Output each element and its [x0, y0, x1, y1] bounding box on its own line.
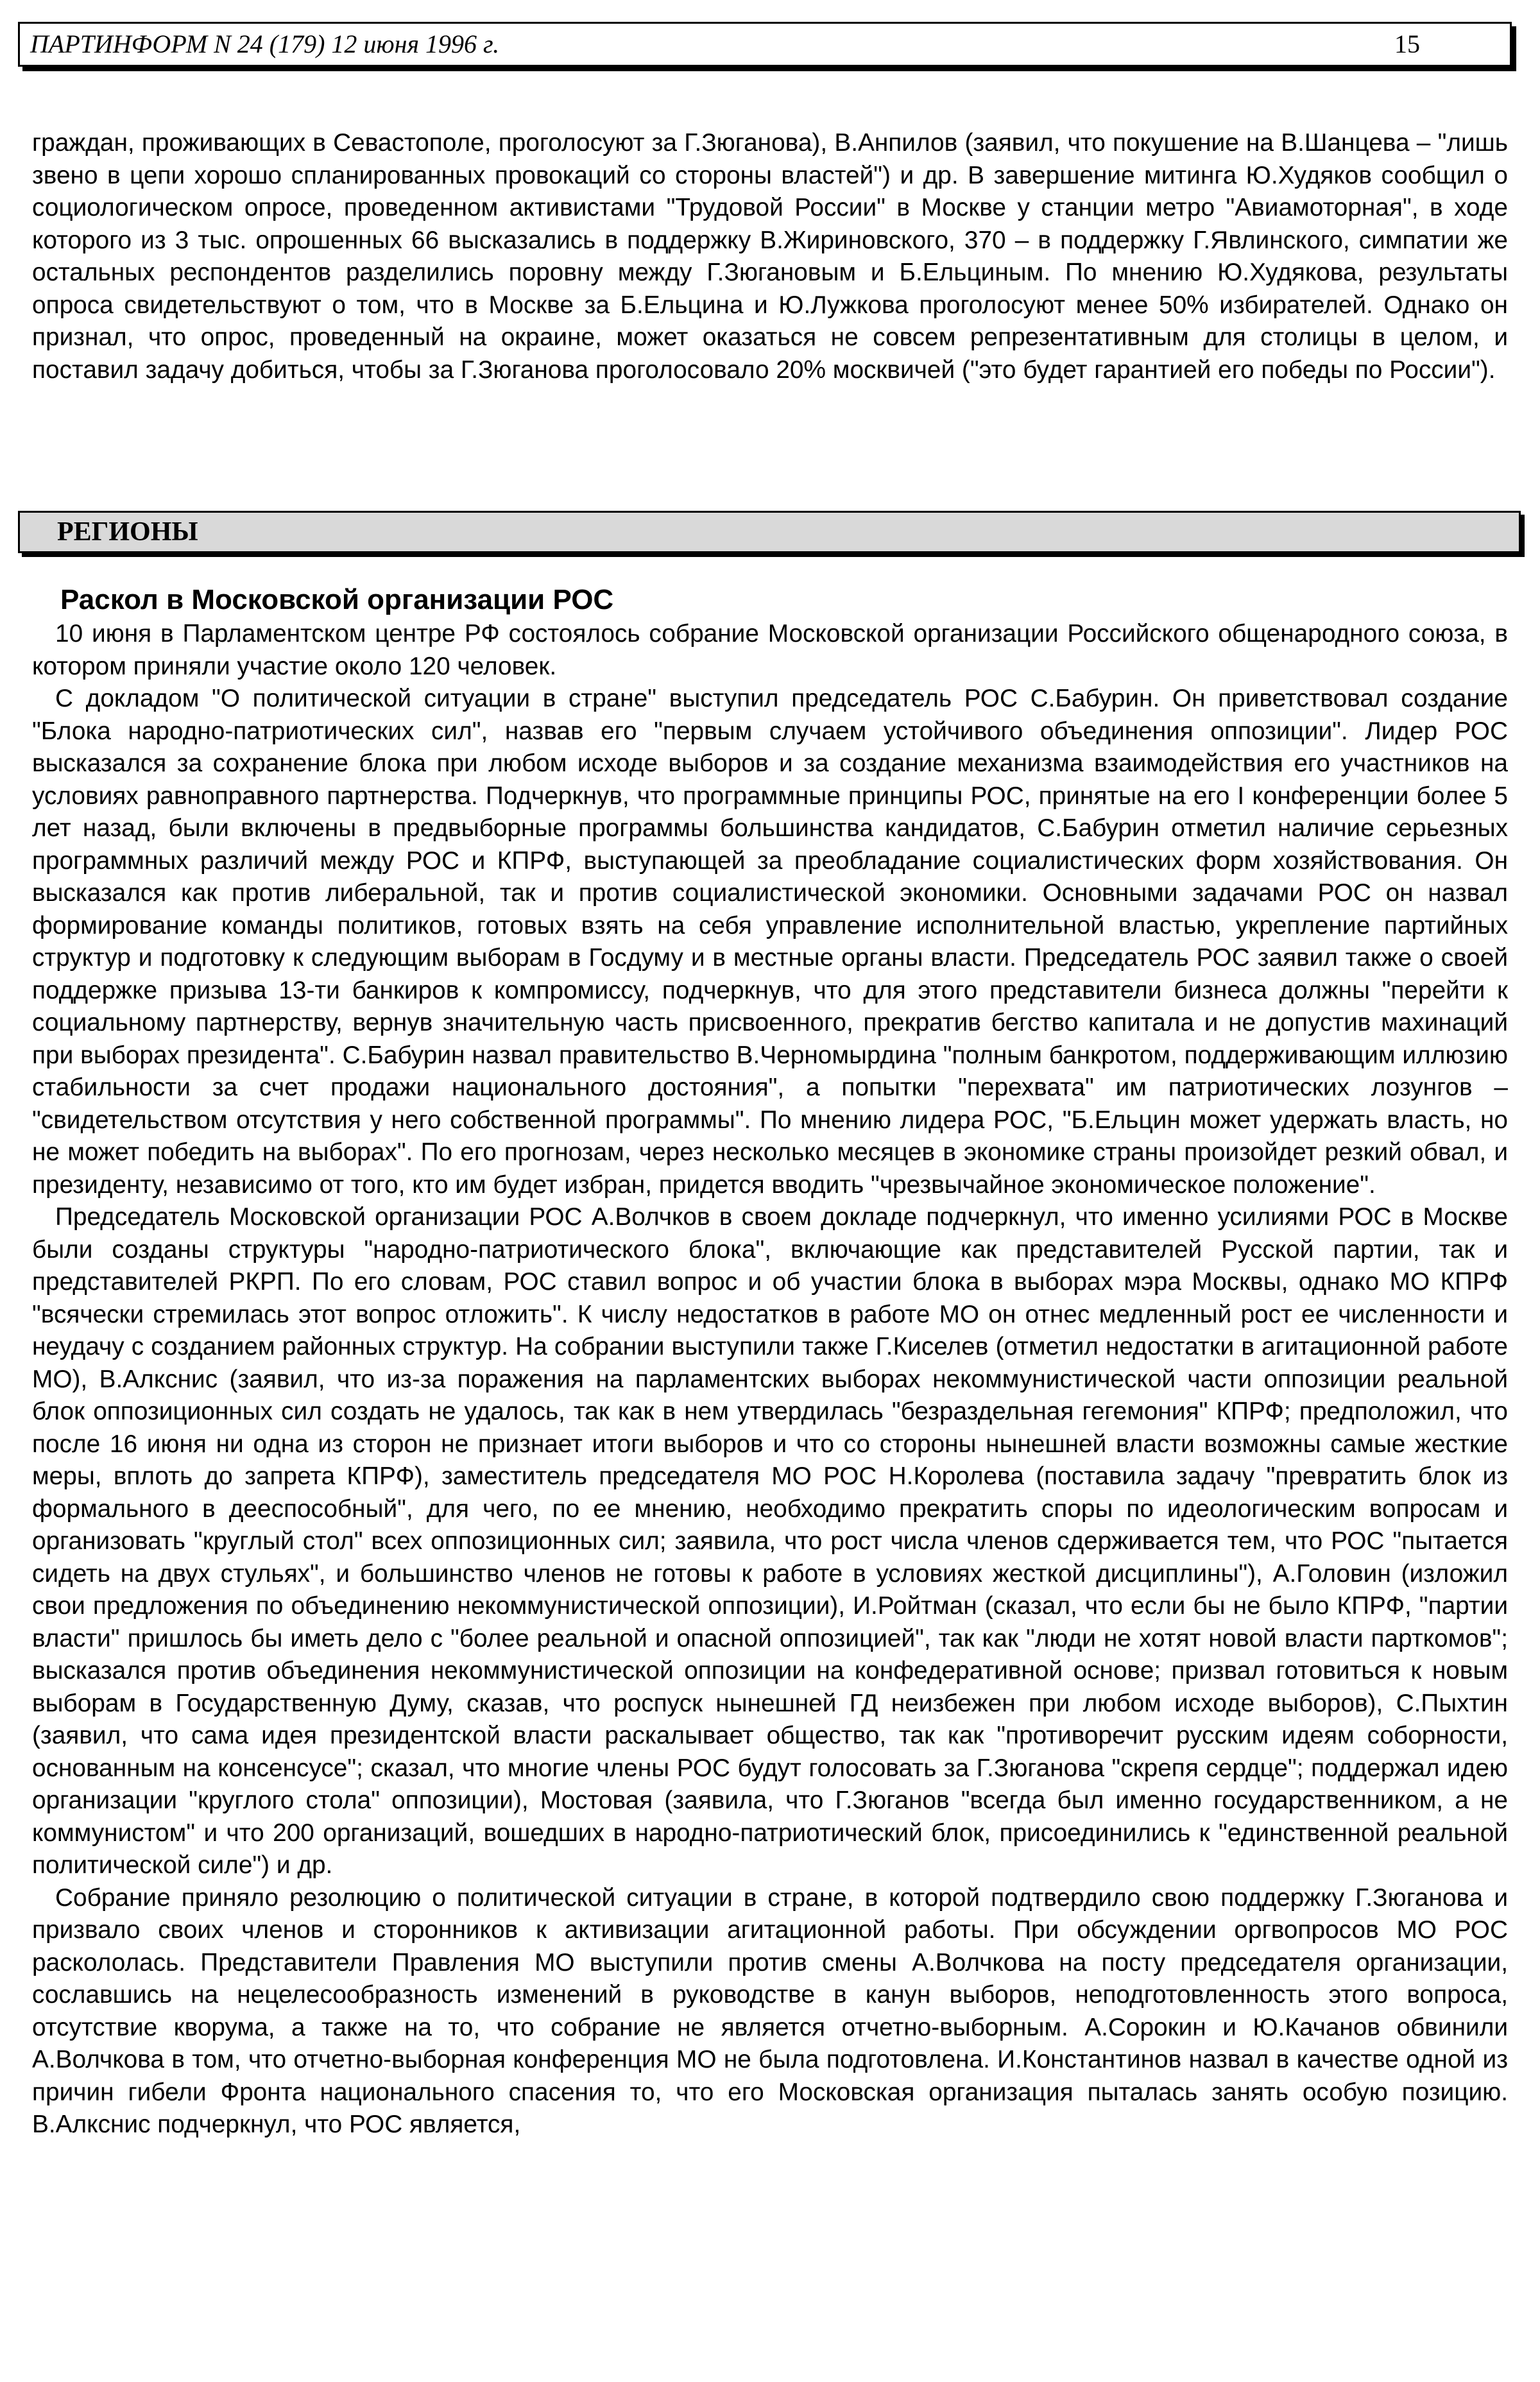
- article-body: [32, 618, 1508, 2141]
- page-header: [18, 22, 1512, 67]
- intro-text-block: [32, 127, 1508, 386]
- page-number: 15: [1394, 30, 1420, 58]
- section-title: РЕГИОНЫ: [57, 517, 198, 547]
- article-paragraph: 10 июня в Парламентском центре РФ состоялось собрание Московской организации Российского общенародного союза, в котором приняли участие около 120 человек.: [32, 620, 1508, 680]
- publication-title: ПАРТИНФОРМ N 24 (179) 12 июня 1996 г.: [30, 30, 500, 58]
- section-heading-bar: [18, 511, 1521, 553]
- article-paragraph: Собрание приняло резолюцию о политической ситуации в стране, в которой подтвердило свою поддержку Г.Зюганова и призвало своих членов и сторонников к активизации агитационной работы. При обсуждении оргвопросов МО РОС раскололась. Представители Правления МО выступили против смены А.Волчкова на посту председателя организации, сославшись на нецелесообразность изменений в руководстве в канун выборов, неподготовленность этого вопроса, отсутствие кворума, а также на то, что собрание не является отчетно-выборным. А.Сорокин и Ю.Качанов обвинили А.Волчкова в том, что отчетно-выборная конференция МО не была подготовлена. И.Константинов назвал в качестве одной из причин гибели Фронта национального спасения то, что его Московская организация пыталась занять особую позицию. В.Алкснис подчеркнул, что РОС является,: [32, 1883, 1508, 2138]
- article-title: Раскол в Московской организации РОС: [60, 584, 614, 615]
- article-paragraph: С докладом "О политической ситуации в стране" выступил председатель РОС С.Бабурин. Он приветствовал создание "Блока народно-патриотических сил", назвав его "первым случаем устойчивого объединения оппозиции". Лидер РОС высказался за сохранение блока при любом исходе выборов и за создание механизма взаимодействия его участников на условиях равноправного партнерства. Подчеркнув, что программные принципы РОС, принятые на его I конференции более 5 лет назад, были включены в предвыборные программы большинства кандидатов, С.Бабурин отметил наличие серьезных программных различий между РОС и КПРФ, выступающей за преобладание социалистических форм хозяйствования. Он высказался как против либеральной, так и против социалистической экономики. Основными задачами РОС он назвал формирование команды политиков, готовых взять на себя управление исполнительной властью, укрепление партийных структур и подготовку к следующим выборам в Госдуму и в местные органы власти. Председатель РОС заявил также о своей поддержке призыва 13-ти банкиров к компромиссу, подчеркнув, что для этого представители бизнеса должны "перейти к социальному партнерству, вернув значительную часть присвоенного, прекратив бегство капитала и не допустив махинаций при выборах президента". С.Бабурин назвал правительство В.Черномырдина "полным банкротом, поддерживающим иллюзию стабильности за счет продажи национального достояния", а попытки "перехвата" им патриотических лозунгов – "свидетельством отсутствия у него собственной программы". По мнению лидера РОС, "Б.Ельцин может удержать власть, но не может победить на выборах". По его прогнозам, через несколько месяцев в экономике страны произойдет резкий обвал, и президенту, независимо от того, кто им будет избран, придется вводить "чрезвычайное экономическое положение".: [32, 685, 1508, 1199]
- intro-paragraph: граждан, проживающих в Севастополе, проголосуют за Г.Зюганова), В.Анпилов (заявил, что покушение на В.Шанцева – "лишь звено в цепи хорошо спланированных провокаций со стороны властей") и др. В завершение митинга Ю.Худяков сообщил о социологическом опросе, проведенном активистами "Трудовой России" в Москве у станции метро "Авиамоторная", в ходе которого из 3 тыс. опрошенных 66 высказались в поддержку В.Жириновского, 370 – в поддержку Г.Явлинского, симпатии же остальных респондентов разделились поровну между Г.Зюгановым и Б.Ельциным. По мнению Ю.Худякова, результаты опроса свидетельствуют о том, что в Москве за Б.Ельцина и Ю.Лужкова проголосуют менее 50% избирателей. Однако он признал, что опрос, проведенный на окраине, может оказаться не совсем репрезентативным для столицы в целом, и поставил задачу добиться, чтобы за Г.Зюганова проголосовало 20% москвичей ("это будет гарантией его победы по России").: [32, 129, 1508, 384]
- article-paragraph: Председатель Московской организации РОС А.Волчков в своем докладе подчеркнул, что именно усилиями РОС в Москве были созданы структуры "народно-патриотического блока", включающие как представителей Русской партии, так и представителей РКРП. По его словам, РОС ставил вопрос и об участии блока в выборах мэра Москвы, однако МО КПРФ "всячески стремилась этот вопрос отложить". К числу недостатков в работе МО он отнес медленный рост ее численности и неудачу с созданием районных структур. На собрании выступили также Г.Киселев (отметил недостатки в агитационной работе МО), В.Алкснис (заявил, что из-за поражения на парламентских выборах некоммунистической части оппозиции реальной блок оппозиционных сил создать не удалось, так как в нем утвердилась "безраздельная гегемония" КПРФ; предположил, что после 16 июня ни одна из сторон не признает итоги выборов и что со стороны нынешней власти возможны самые жесткие меры, вплоть до запрета КПРФ), заместитель председателя МО РОС Н.Королева (поставила задачу "превратить блок из формального в дееспособный", для чего, по ее мнению, необходимо прекратить споры по идеологическим вопросам и организовать "круглый стол" всех оппозиционных сил; заявила, что рост числа членов сдерживается тем, что РОС "пытается сидеть на двух стульях", и большинство членов не готовы к работе в условиях жесткой дисциплины"), А.Головин (изложил свои предложения по объединению некоммунистической оппозиции), И.Ройтман (сказал, что если бы не было КПРФ, "партии власти" пришлось бы иметь дело с "более реальной и опасной оппозицией", так как "люди не хотят новой власти парткомов"; высказался против объединения некоммунистической оппозиции на конфедеративной основе; призвал готовиться к новым выборам в Государственную Думу, сказав, что роспуск нынешней ГД неизбежен при любом исходе выборов), С.Пыхтин (заявил, что сама идея президентской власти раскалывает общество, так как "противоречит русским идеям соборности, основанным на консенсусе"; сказал, что многие члены РОС будут голосовать за Г.Зюганова "скрепя сердце"; поддержал идею организации "круглого стола" оппозиции), Мостовая (заявила, что Г.Зюганов "всегда был именно государственником, а не коммунистом" и что 200 организаций, вошедших в народно-патриотический блок, присоединились к "единственной реальной политической силе") и др.: [32, 1203, 1508, 1879]
